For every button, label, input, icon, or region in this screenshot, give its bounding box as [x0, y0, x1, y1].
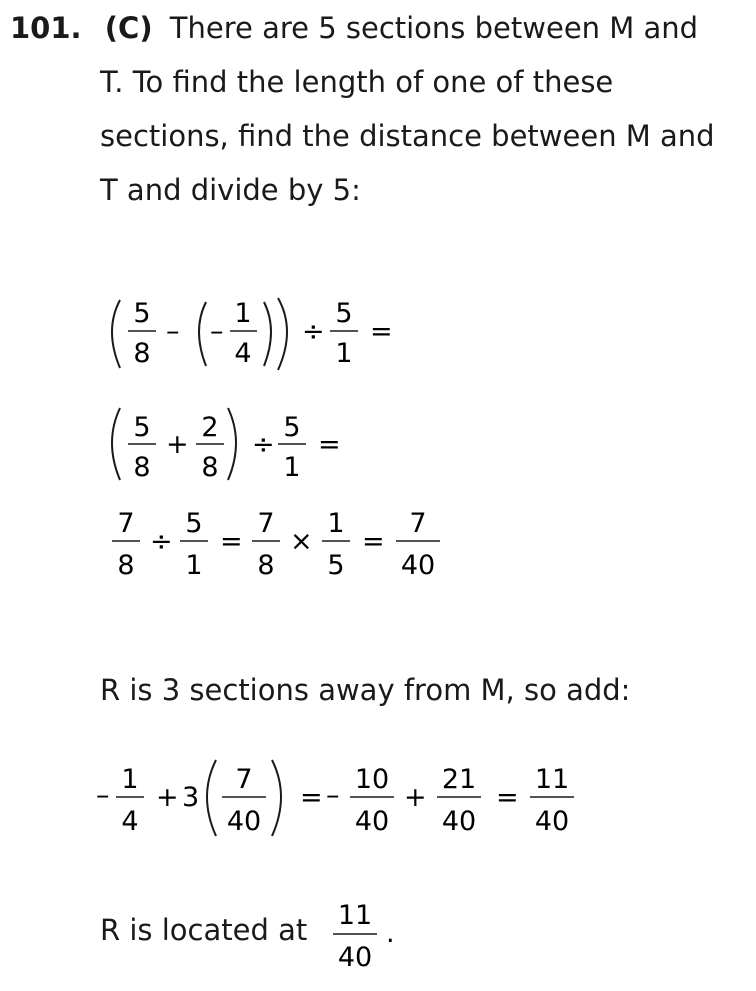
- eq3-f4-num: 1: [327, 508, 345, 539]
- eq2-f1-num: 5: [133, 412, 151, 443]
- eq4-f4-den: 40: [441, 806, 477, 837]
- eq1-div: ÷: [302, 316, 325, 347]
- equation-3: [0, 500, 756, 597]
- eq4-neg1: –: [96, 780, 110, 811]
- conclusion-fraction: [0, 892, 756, 991]
- equation-2: [0, 400, 756, 497]
- eq1-minus: –: [166, 316, 180, 347]
- eq4-paren-right: [272, 760, 281, 836]
- conclusion-svg: [0, 892, 756, 984]
- problem-header: [10, 8, 698, 48]
- answer-choice: (C): [104, 11, 153, 45]
- eq3-f2-den: 1: [185, 550, 203, 581]
- eq1-eq: =: [370, 316, 393, 347]
- eq2-div: ÷: [252, 429, 275, 460]
- eq4-f3-den: 40: [354, 806, 390, 837]
- eq4-plus1: +: [156, 782, 179, 813]
- intro-line-1: There are 5 sections between M and: [169, 11, 699, 45]
- eq2-f3-den: 1: [283, 452, 301, 483]
- eq2-plus: +: [166, 429, 189, 460]
- paren-left-inner: [199, 302, 206, 366]
- eq1-f3-num: 5: [335, 298, 353, 329]
- eq1-inner-neg: –: [210, 316, 224, 347]
- eq2-eq: =: [318, 429, 341, 460]
- eq3-eq2: =: [362, 526, 385, 557]
- eq4-eq1: =: [300, 782, 323, 813]
- section-2-text: R is 3 sections away from M, so add:: [100, 673, 631, 707]
- eq3-f1-num: 7: [117, 508, 135, 539]
- eq4-eq2: =: [496, 782, 519, 813]
- eq2-f1-den: 8: [133, 452, 151, 483]
- eq4-neg2: –: [326, 780, 340, 811]
- eq4-f5-den: 40: [534, 806, 570, 837]
- equation-3-svg: [0, 500, 756, 590]
- conclusion-f-den: 40: [337, 942, 373, 973]
- eq2-paren-left: [112, 408, 120, 480]
- eq4-f4-num: 21: [441, 764, 477, 795]
- paren-right-inner: [264, 302, 271, 366]
- paren-left-outer: [112, 300, 120, 368]
- eq2-f2-num: 2: [201, 412, 219, 443]
- eq3-f5-num: 7: [409, 508, 427, 539]
- eq4-plus2: +: [404, 782, 427, 813]
- eq3-f4-den: 5: [327, 550, 345, 581]
- eq4-f1-num: 1: [121, 764, 139, 795]
- eq4-paren-left: [207, 760, 216, 836]
- eq3-f3-den: 8: [257, 550, 275, 581]
- eq2-f2-den: 8: [201, 452, 219, 483]
- eq3-div: ÷: [150, 526, 173, 557]
- eq3-eq1: =: [220, 526, 243, 557]
- intro-line-2: T. To find the length of one of these: [100, 65, 614, 99]
- eq1-f1-num: 5: [133, 298, 151, 329]
- equation-1-svg: [0, 290, 756, 380]
- eq4-f2-den: 40: [226, 806, 262, 837]
- eq1-f2-den: 4: [234, 338, 252, 369]
- conclusion-text: R is located at: [100, 913, 308, 947]
- eq4-f1-den: 4: [121, 806, 139, 837]
- eq3-f2-num: 5: [185, 508, 203, 539]
- equation-1: [0, 290, 756, 387]
- eq1-f2-num: 1: [234, 298, 252, 329]
- eq4-coef: 3: [182, 782, 200, 813]
- eq3-f3-num: 7: [257, 508, 275, 539]
- equation-4-svg: [0, 752, 756, 852]
- problem-number: 101.: [10, 11, 82, 45]
- conclusion-period: .: [386, 918, 395, 949]
- equation-2-svg: [0, 400, 756, 490]
- eq4-f2-num: 7: [235, 764, 253, 795]
- intro-line-4: T and divide by 5:: [100, 173, 361, 207]
- eq3-f5-den: 40: [400, 550, 436, 581]
- eq4-f5-num: 11: [534, 764, 570, 795]
- eq2-paren-right: [228, 408, 236, 480]
- conclusion-f-num: 11: [337, 900, 373, 931]
- eq1-f1-den: 8: [133, 338, 151, 369]
- paren-right-outer: [278, 298, 287, 370]
- eq4-f3-num: 10: [354, 764, 390, 795]
- eq2-f3-num: 5: [283, 412, 301, 443]
- eq3-times: ×: [290, 526, 313, 557]
- intro-line-3: sections, find the distance between M and: [100, 119, 715, 153]
- equation-4: [0, 752, 756, 859]
- eq1-f3-den: 1: [335, 338, 353, 369]
- eq3-f1-den: 8: [117, 550, 135, 581]
